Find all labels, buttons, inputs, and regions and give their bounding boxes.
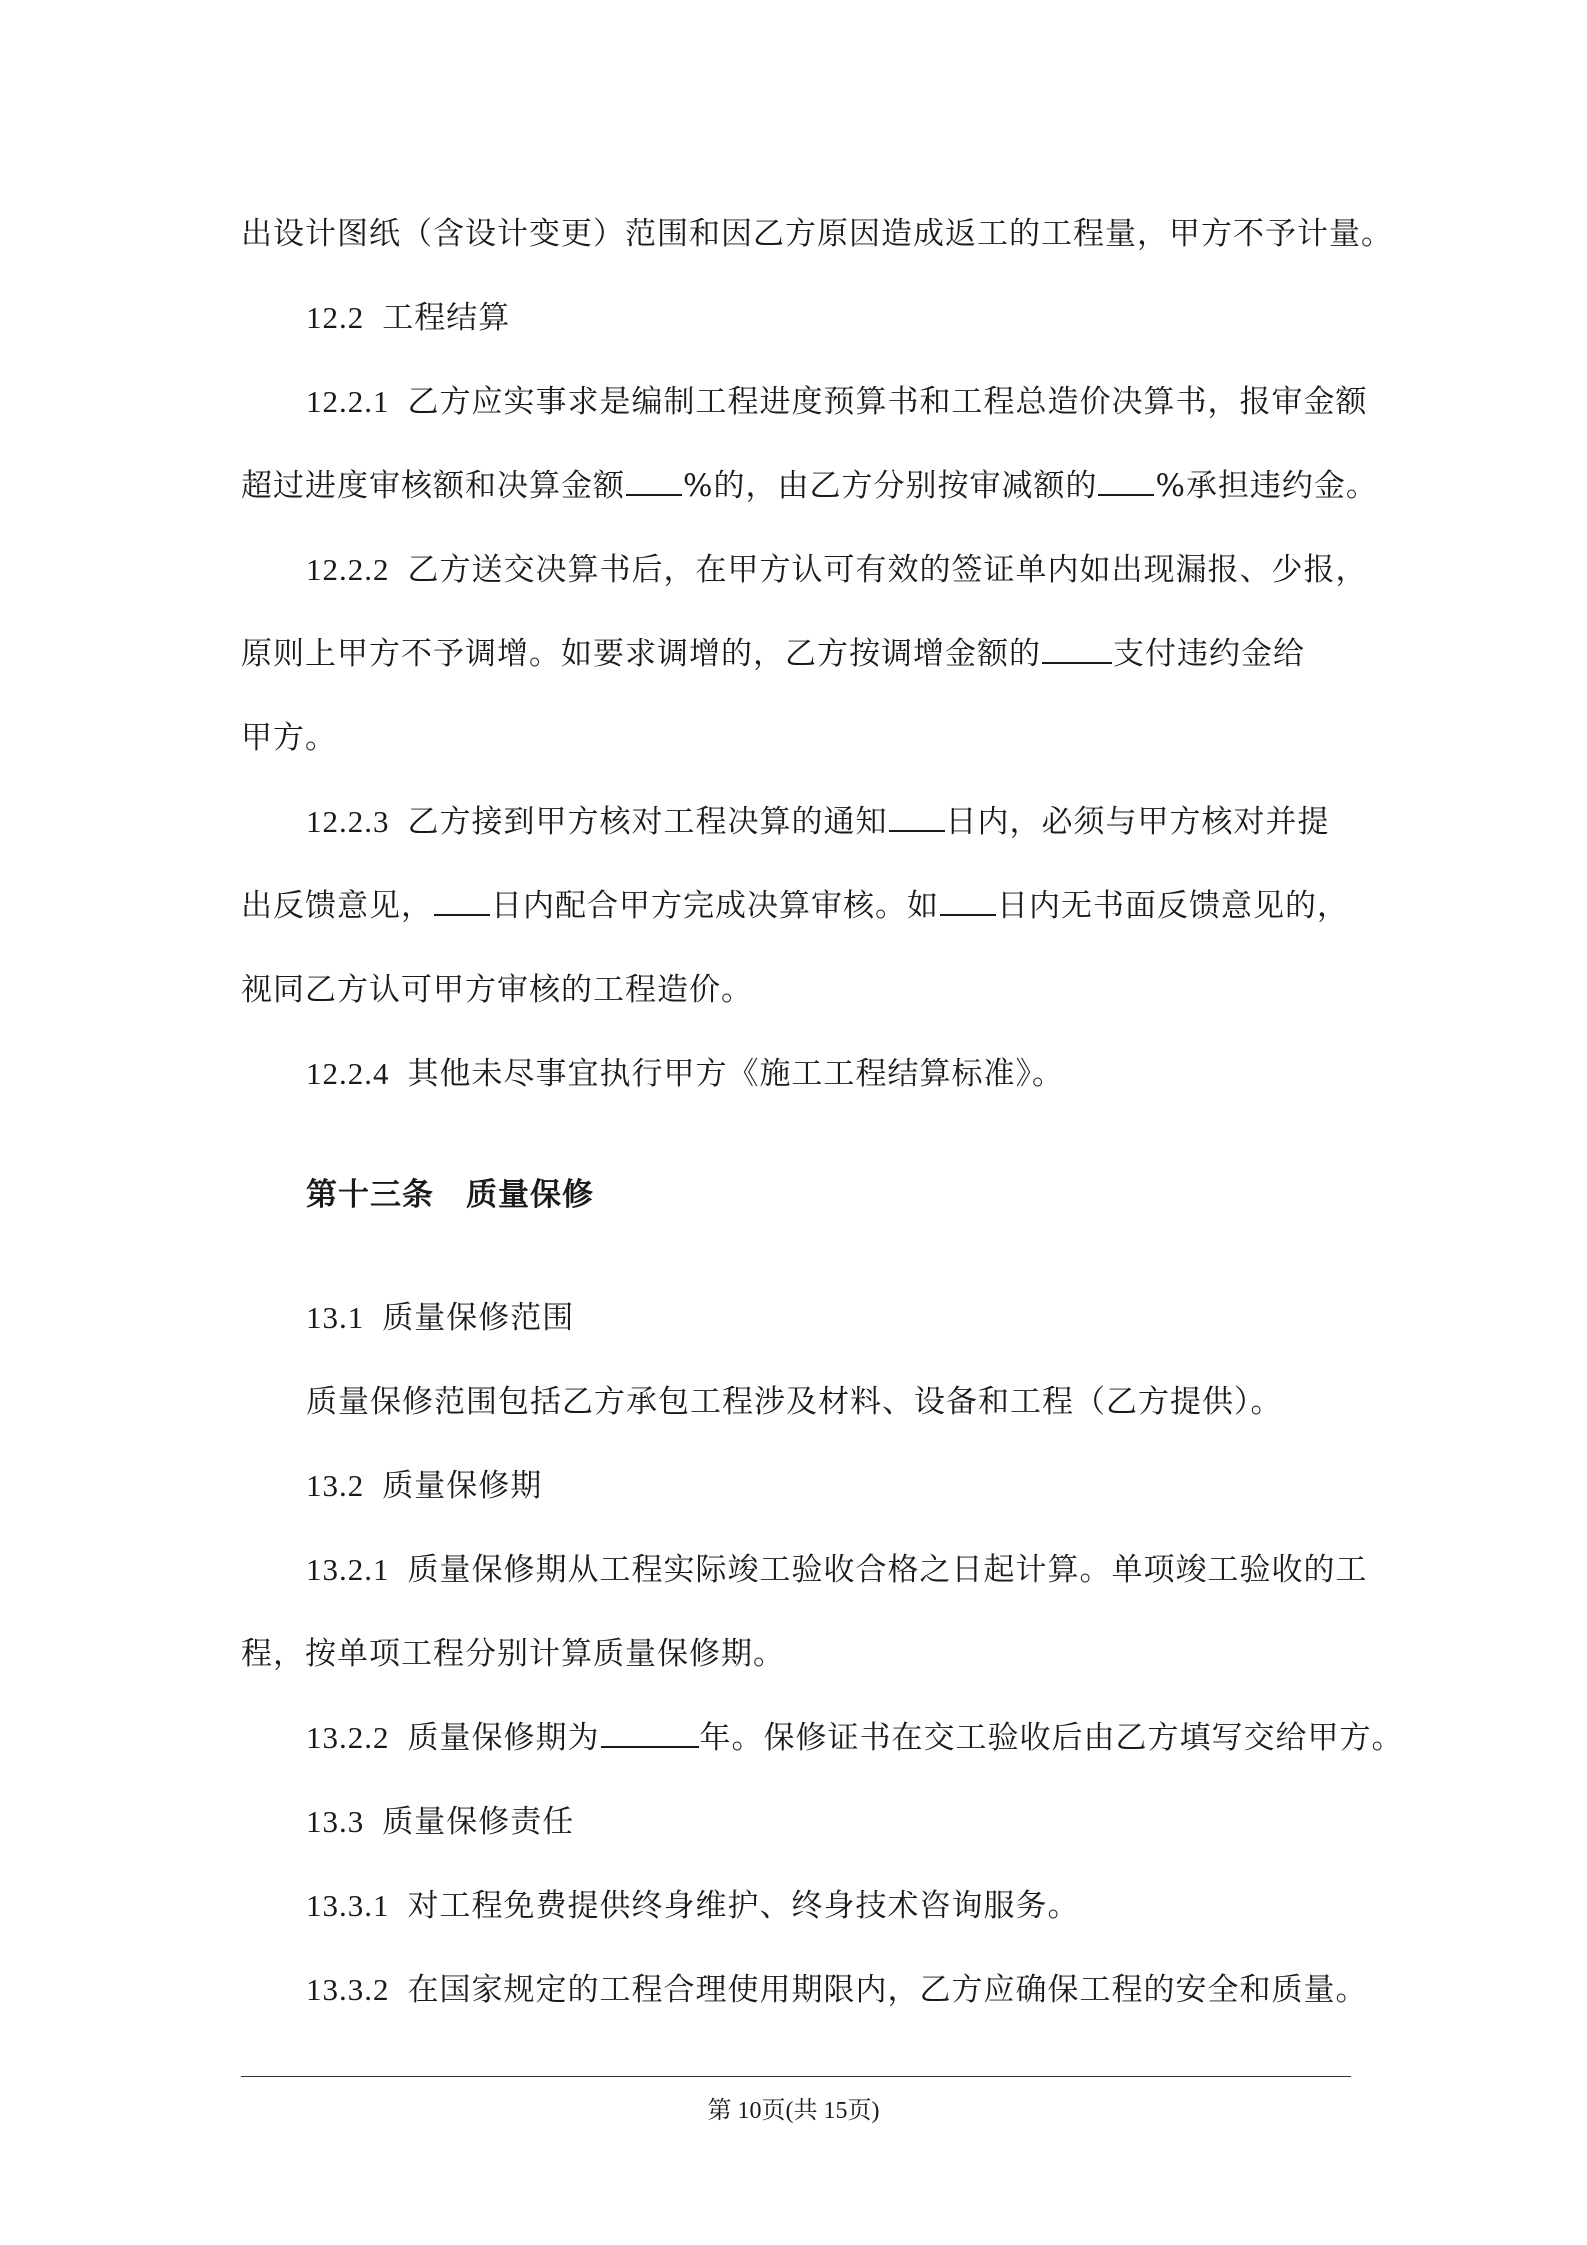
clause-number: 13.3.2 — [306, 1972, 390, 2007]
line-text: 日内配合甲方完成决算审核。如 — [491, 888, 939, 924]
clause-title: 质量保修期 — [382, 1468, 543, 1504]
line-text: 日内无书面反馈意见的， — [997, 888, 1349, 924]
clause-number: 12.2 — [306, 300, 365, 335]
fill-in-blank — [434, 888, 490, 916]
fill-in-blank — [1098, 468, 1154, 496]
paragraph-line — [241, 466, 1378, 506]
line-text: 原则上甲方不予调增。如要求调增的，乙方按调增金额的 — [241, 636, 1041, 672]
article-number: 第十三条 — [306, 1177, 434, 1213]
clause-number: 12.2.4 — [306, 1056, 390, 1091]
section-heading-12-2 — [306, 298, 510, 338]
clause-title: 质量保修责任 — [382, 1804, 575, 1840]
line-text: %承担违约金。 — [1155, 468, 1378, 504]
clause-title: 工程结算 — [382, 300, 511, 336]
line-text: 支付违约金给 — [1113, 636, 1305, 672]
line-text: 超过进度审核额和决算金额 — [241, 468, 625, 504]
article-title: 质量保修 — [466, 1177, 594, 1213]
fill-in-blank — [1042, 636, 1112, 664]
clause-number: 13.2.2 — [306, 1720, 390, 1755]
clause-number: 13.2.1 — [306, 1552, 390, 1587]
clause-number: 13.1 — [306, 1300, 365, 1335]
paragraph-line — [306, 1382, 1283, 1422]
clause-13-2-2 — [306, 1718, 1404, 1758]
clause-text: 其他未尽事宜执行甲方《施工工程结算标准》。 — [407, 1056, 1064, 1092]
clause-12-2-1 — [306, 382, 1368, 422]
clause-13-3-1 — [306, 1886, 1080, 1926]
clause-text: 乙方送交决算书后，在甲方认可有效的签证单内如出现漏报、少报， — [407, 552, 1368, 588]
paragraph-line — [241, 886, 1349, 926]
fill-in-blank — [601, 1720, 699, 1748]
clause-number: 12.2.3 — [306, 804, 390, 839]
line-text: 甲方。 — [241, 720, 337, 756]
clause-text: 在国家规定的工程合理使用期限内，乙方应确保工程的安全和质量。 — [407, 1972, 1368, 2008]
clause-number: 13.3 — [306, 1804, 365, 1839]
fill-in-blank — [940, 888, 996, 916]
clause-12-2-3 — [306, 802, 1330, 842]
fill-in-blank — [626, 468, 682, 496]
section-heading-13-2 — [306, 1466, 542, 1506]
page-number-footer: 第 10页(共 15页) — [707, 2098, 880, 2124]
clause-text: 日内，必须与甲方核对并提 — [945, 804, 1330, 840]
clause-text: 对工程免费提供终身维护、终身技术咨询服务。 — [407, 1888, 1080, 1924]
footer-divider — [241, 2076, 1351, 2077]
line-text: 出设计图纸（含设计变更）范围和因乙方原因造成返工的工程量，甲方不予计量。 — [241, 216, 1393, 252]
section-heading-13-3 — [306, 1802, 574, 1842]
clause-12-2-4 — [306, 1054, 1064, 1094]
clause-text: 乙方应实事求是编制工程进度预算书和工程总造价决算书，报审金额 — [407, 384, 1368, 420]
paragraph-line — [241, 634, 1305, 674]
article-13-heading — [306, 1175, 594, 1215]
line-text: 出反馈意见， — [241, 888, 433, 924]
clause-number: 12.2.2 — [306, 552, 390, 587]
line-text: 质量保修范围包括乙方承包工程涉及材料、设备和工程（乙方提供）。 — [306, 1384, 1283, 1420]
paragraph-line — [241, 214, 1393, 254]
section-heading-13-1 — [306, 1298, 574, 1338]
clause-number: 13.2 — [306, 1468, 365, 1503]
clause-title: 质量保修范围 — [382, 1300, 575, 1336]
line-text: 视同乙方认可甲方审核的工程造价。 — [241, 972, 753, 1008]
clause-text: 质量保修期为 — [407, 1720, 600, 1756]
paragraph-line — [241, 1634, 785, 1674]
paragraph-line — [241, 718, 337, 758]
line-text: %的，由乙方分别按审减额的 — [683, 468, 1098, 504]
line-text: 程，按单项工程分别计算质量保修期。 — [241, 1636, 785, 1672]
clause-text: 乙方接到甲方核对工程决算的通知 — [407, 804, 888, 840]
clause-number: 13.3.1 — [306, 1888, 390, 1923]
fill-in-blank — [889, 804, 945, 832]
clause-number: 12.2.1 — [306, 384, 390, 419]
paragraph-line — [241, 970, 753, 1010]
clause-13-2-1 — [306, 1550, 1368, 1590]
clause-13-3-2 — [306, 1970, 1368, 2010]
clause-text: 质量保修期从工程实际竣工验收合格之日起计算。单项竣工验收的工 — [407, 1552, 1368, 1588]
clause-text: 年。保修证书在交工验收后由乙方填写交给甲方。 — [699, 1720, 1404, 1756]
clause-12-2-2 — [306, 550, 1368, 590]
